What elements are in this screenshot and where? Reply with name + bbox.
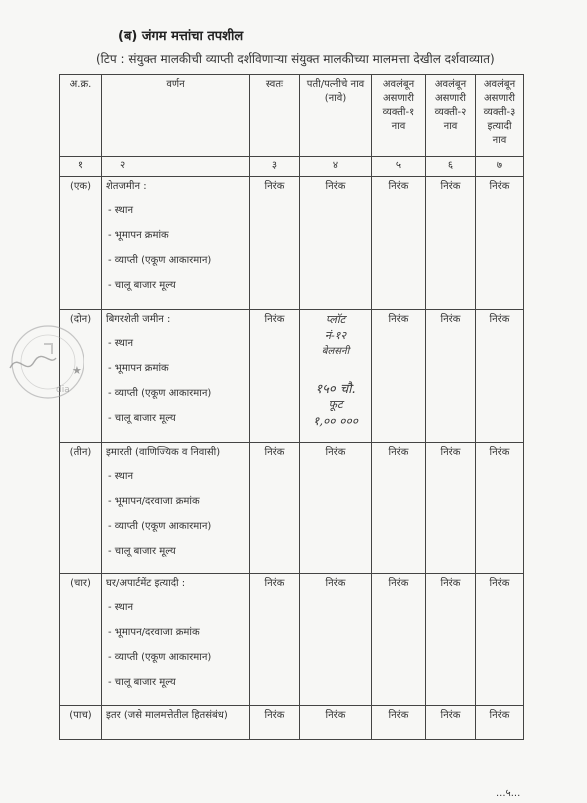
column-number: ३ <box>250 157 300 177</box>
value-spouse: निरंक <box>300 443 372 574</box>
row-description <box>102 574 250 706</box>
handwritten-area-unit: फूट <box>328 398 343 411</box>
value-dependent-1: निरंक <box>372 706 426 740</box>
value-dependent-3: निरंक <box>476 310 524 443</box>
row-title: इमारती (वाणिज्यिक व निवासी) <box>106 447 221 458</box>
row-title: इतर (जसे मालमत्तेतील हितसंबंध) <box>106 710 228 721</box>
row-serial: (दोन) <box>60 310 102 443</box>
row-description <box>102 443 250 574</box>
row-subitem: - व्याप्ती (एकूण आकारमान) <box>108 388 212 399</box>
row-title: बिगरशेती जमीन : <box>106 314 171 325</box>
header-spouse: पती/पत्नीचे नाव (नावे) <box>300 75 372 157</box>
column-number: ५ <box>372 157 426 177</box>
row-subitem: - भूमापन क्रमांक <box>108 363 169 374</box>
row-subitem: - स्थान <box>108 471 134 482</box>
value-spouse: निरंक <box>300 706 372 740</box>
row-subitem: - स्थान <box>108 205 134 216</box>
row-subitem: - व्याप्ती (एकूण आकारमान) <box>108 521 212 532</box>
faded-stamp-image <box>4 322 84 408</box>
column-number: १ <box>60 157 102 177</box>
header-dependent-1: अवलंबून असणारी व्यक्ती-१ नाव <box>372 75 426 157</box>
row-serial: (चार) <box>60 574 102 706</box>
value-dependent-2: निरंक <box>426 574 476 706</box>
svg-text:dia: dia <box>56 385 70 395</box>
value-self: निरंक <box>250 574 300 706</box>
value-dependent-2: निरंक <box>426 177 476 310</box>
handwritten-area: १५० चौ. <box>315 382 356 397</box>
header-serial: अ.क्र. <box>60 75 102 157</box>
row-subitem: - व्याप्ती (एकूण आकारमान) <box>108 652 212 663</box>
header-dependent-2: अवलंबून असणारी व्यक्ती-२ नाव <box>426 75 476 157</box>
header-self: स्वतः <box>250 75 300 157</box>
row-subitem: - चालू बाजार मूल्य <box>108 546 176 557</box>
table-row <box>60 706 524 740</box>
value-dependent-2: निरंक <box>426 310 476 443</box>
table-row <box>60 443 524 574</box>
table-row <box>60 574 524 706</box>
value-dependent-1: निरंक <box>372 443 426 574</box>
value-dependent-1: निरंक <box>372 310 426 443</box>
value-dependent-2: निरंक <box>426 443 476 574</box>
column-number: ७ <box>476 157 524 177</box>
table-row <box>60 310 524 443</box>
handwritten-value: १,०० ००० <box>312 414 359 428</box>
value-spouse: निरंक <box>300 177 372 310</box>
row-subitem: - भूमापन क्रमांक <box>108 230 169 241</box>
value-dependent-3: निरंक <box>476 574 524 706</box>
row-subitem: - स्थान <box>108 338 134 349</box>
handwritten-plot-number: नं-१२ <box>324 329 347 342</box>
row-serial: (तीन) <box>60 443 102 574</box>
immovable-assets-table <box>59 74 524 740</box>
row-serial: (पाच) <box>60 706 102 740</box>
handwritten-plot: प्लॉट <box>325 313 346 326</box>
value-dependent-1: निरंक <box>372 177 426 310</box>
row-subitem: - चालू बाजार मूल्य <box>108 413 176 424</box>
value-dependent-3: निरंक <box>476 443 524 574</box>
value-dependent-1: निरंक <box>372 574 426 706</box>
row-title: शेतजमीन : <box>106 181 147 192</box>
column-number: ६ <box>426 157 476 177</box>
column-number: ४ <box>300 157 372 177</box>
row-subitem: - व्याप्ती (एकूण आकारमान) <box>108 255 212 266</box>
table-header-row <box>60 75 524 157</box>
row-subitem: - चालू बाजार मूल्य <box>108 677 176 688</box>
header-dependent-3: अवलंबून असणारी व्यक्ती-३ इत्यादी नाव <box>476 75 524 157</box>
value-dependent-3: निरंक <box>476 177 524 310</box>
row-description <box>102 310 250 443</box>
page-footer: ...५... <box>496 788 521 799</box>
value-spouse: निरंक <box>300 574 372 706</box>
row-subitem: - स्थान <box>108 602 134 613</box>
row-description <box>102 706 250 740</box>
header-description: वर्णन <box>102 75 250 157</box>
row-subitem: - भूमापन/दरवाजा क्रमांक <box>108 496 200 507</box>
value-self: निरंक <box>250 310 300 443</box>
column-number-row <box>60 157 524 177</box>
handwritten-location: बेलसनी <box>321 346 350 357</box>
row-title: घर/अपार्टमेंट इत्यादी : <box>106 578 186 589</box>
value-spouse-handwritten <box>300 310 372 443</box>
row-subitem: - भूमापन/दरवाजा क्रमांक <box>108 627 200 638</box>
value-self: निरंक <box>250 177 300 310</box>
section-note: (टिप : संयुक्त मालकीची व्याप्ती दर्शविणाऱ्या संयुक्त मालकीच्या मालमत्ता देखील दर्शवाव्यात) <box>96 52 495 66</box>
value-self: निरंक <box>250 443 300 574</box>
section-heading: (ब) जंगम मत्तांचा तपशील <box>118 29 244 44</box>
value-dependent-2: निरंक <box>426 706 476 740</box>
row-description <box>102 177 250 310</box>
value-self: निरंक <box>250 706 300 740</box>
value-dependent-3: निरंक <box>476 706 524 740</box>
row-serial: (एक) <box>60 177 102 310</box>
svg-text:★: ★ <box>72 364 82 377</box>
row-subitem: - चालू बाजार मूल्य <box>108 280 176 291</box>
column-number: २ <box>102 157 250 177</box>
table-row <box>60 177 524 310</box>
